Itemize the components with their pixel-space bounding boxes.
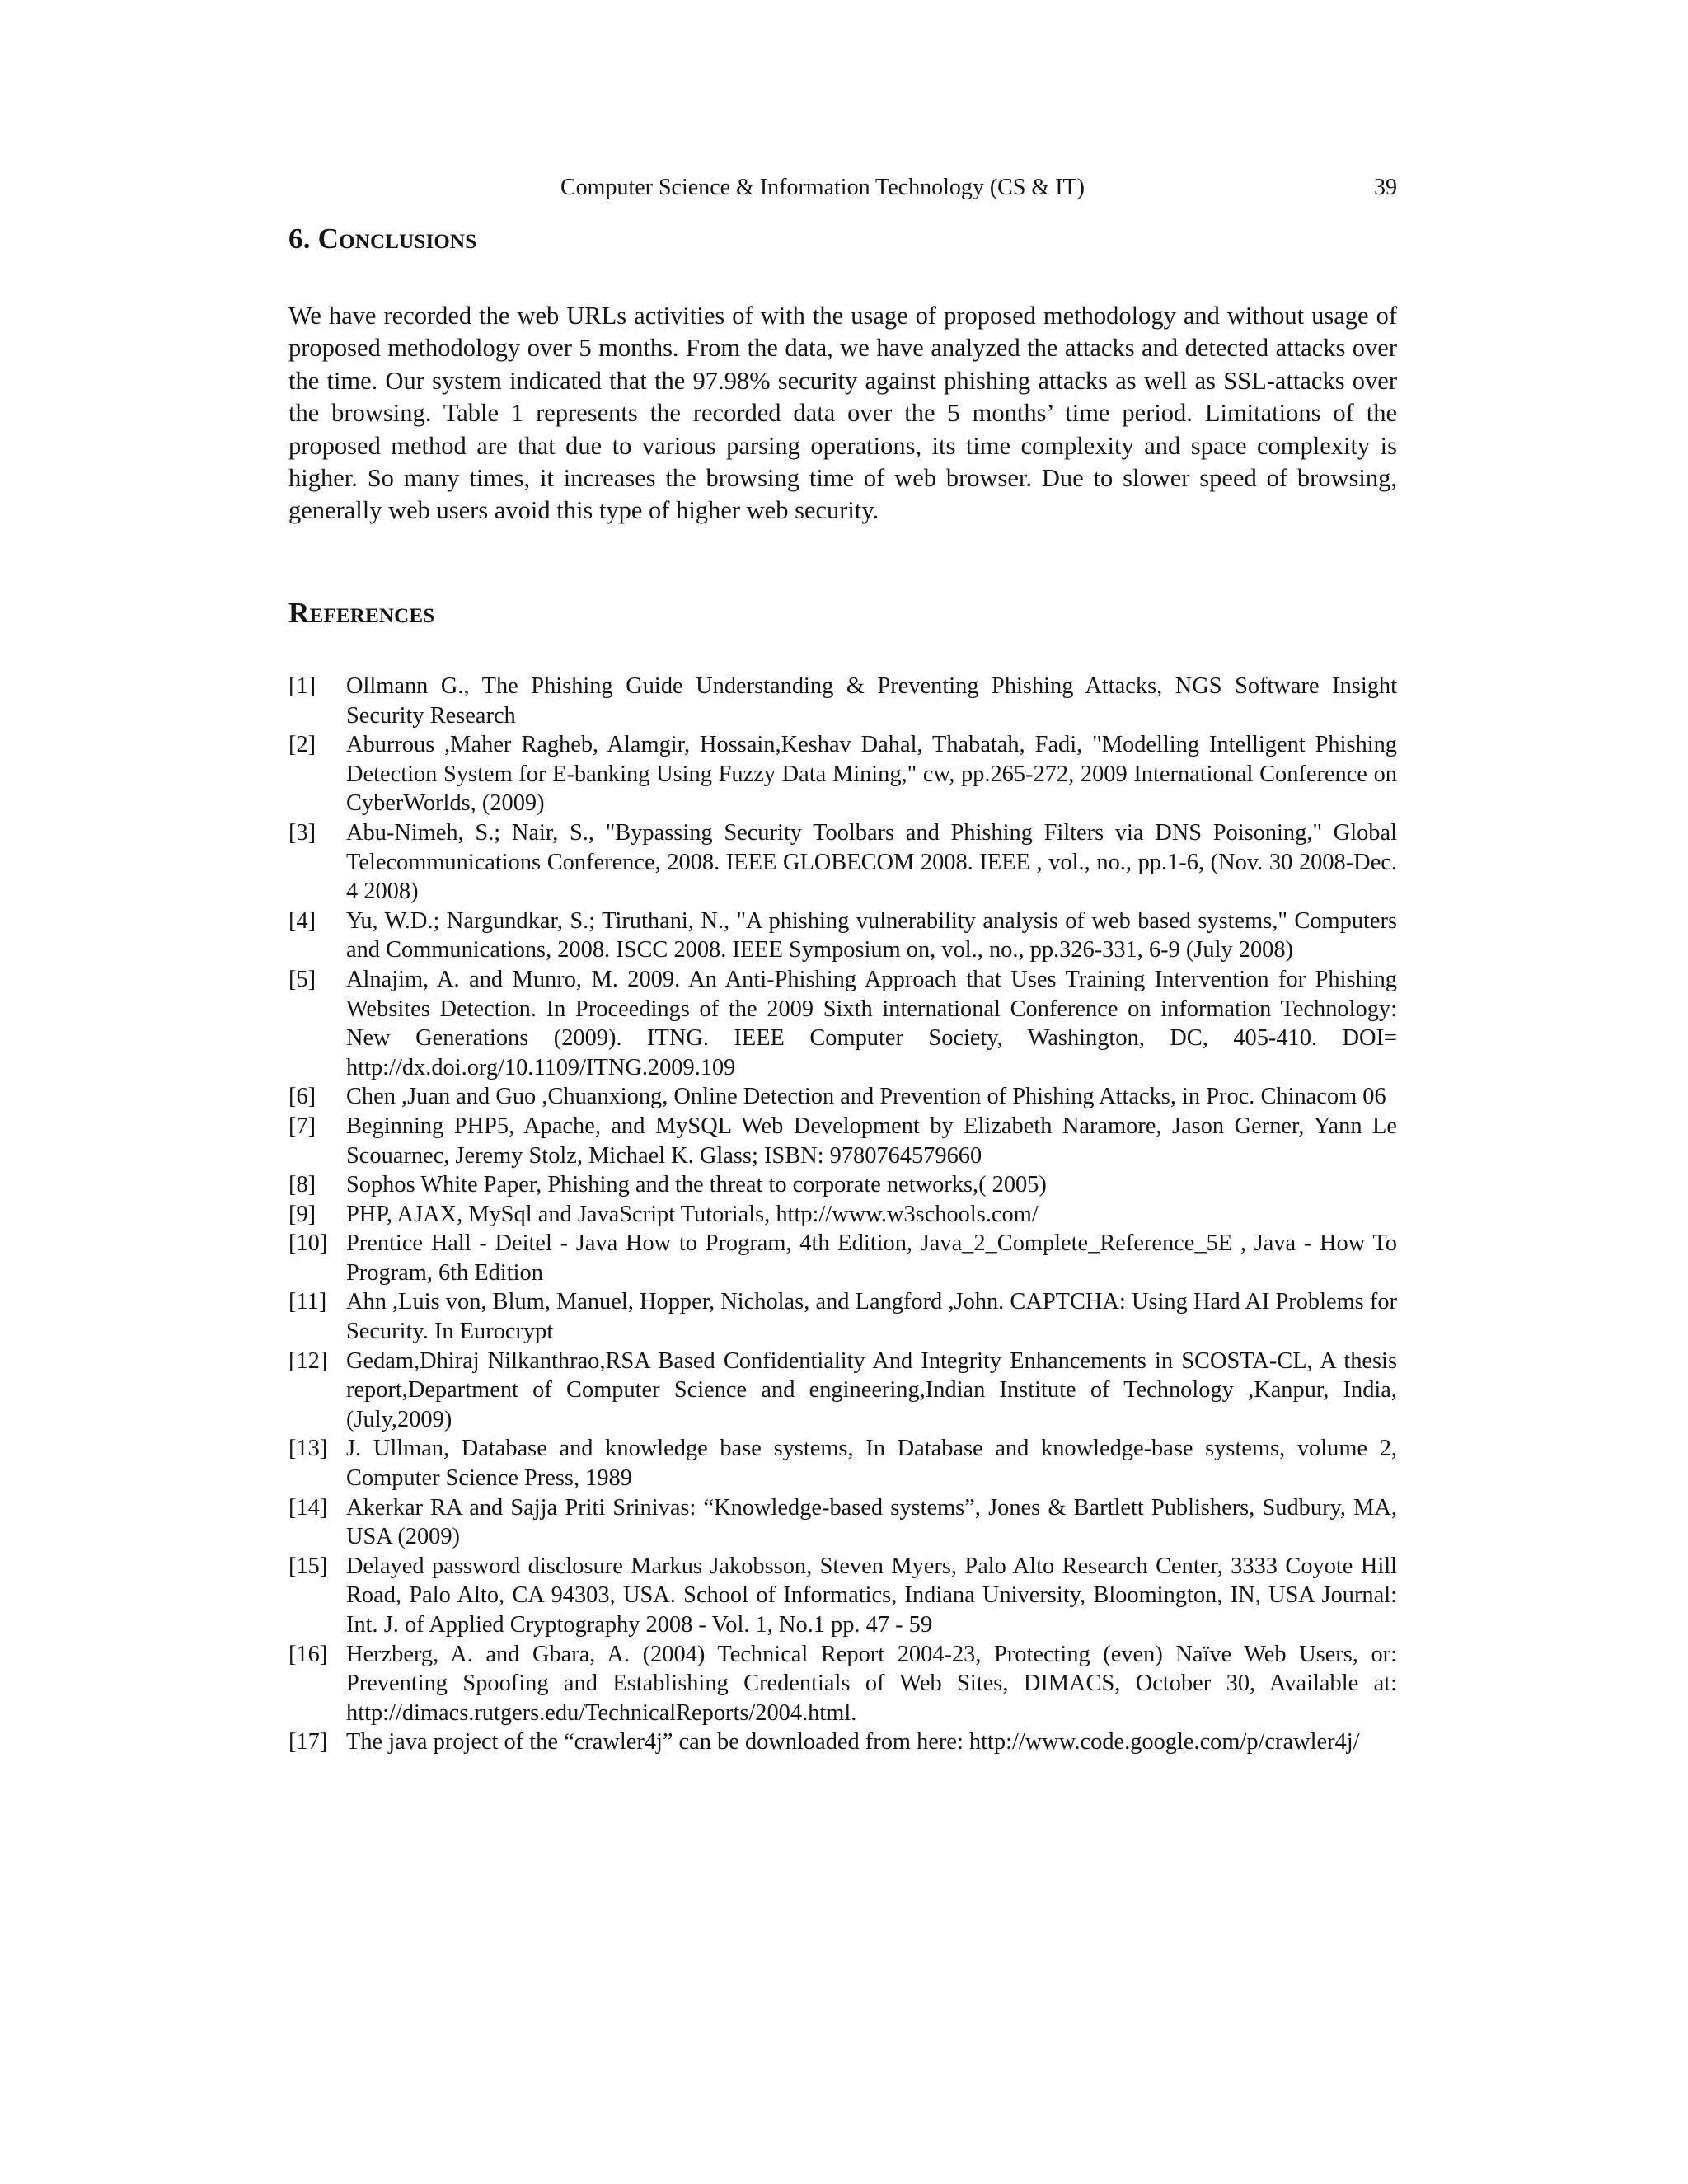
reference-item	[288, 1493, 1397, 1552]
reference-number: [13]	[288, 1436, 328, 1462]
reference-number: [4]	[288, 907, 316, 934]
reference-number: [8]	[288, 1172, 316, 1198]
reference-item	[288, 818, 1397, 907]
reference-item	[288, 1640, 1397, 1728]
reference-text: Delayed password disclosure Markus Jakobsson, Steven Myers, Palo Alto Research Center, 3333 Coyote Hill Road, Palo Alto, CA 94303, USA. School of Informatics, Indiana University, Bloomington, IN, USA Journal: Int. J. of Applied Cryptography 2008 - Vol. 1, No.1 pp. 47 - 59	[346, 1553, 1397, 1638]
reference-item	[288, 1229, 1397, 1287]
reference-text: Yu, W.D.; Nargundkar, S.; Tiruthani, N., "A phishing vulnerability analysis of web based systems," Computers and Communications, 2008. ISCC 2008. IEEE Symposium on, vol., no., pp.326-331, 6-9 (July 2008)	[346, 907, 1397, 963]
reference-item	[288, 1727, 1397, 1757]
reference-list	[288, 672, 1397, 1757]
reference-text: Aburrous ,Maher Ragheb, Alamgir, Hossain,Keshav Dahal, Thabatah, Fadi, "Modelling Intelligent Phishing Detection System for E-banking Using Fuzzy Data Mining," cw, pp.265-272, 2009 International Conference on CyberWorlds, (2009)	[346, 732, 1397, 817]
reference-text: PHP, AJAX, MySql and JavaScript Tutorials, http://www.w3schools.com/	[346, 1201, 1039, 1227]
reference-item	[288, 1170, 1397, 1200]
reference-item	[288, 965, 1397, 1082]
page-number: 39	[1374, 175, 1397, 200]
reference-number: [12]	[288, 1347, 328, 1374]
reference-number: [2]	[288, 732, 316, 758]
conclusions-heading: 6. Conclusions	[288, 223, 477, 255]
running-header	[288, 171, 1397, 204]
reference-item	[288, 672, 1397, 730]
reference-number: [5]	[288, 966, 316, 992]
reference-text: Prentice Hall - Deitel - Java How to Program, 4th Edition, Java_2_Complete_Reference_5E , Java - How To Program, 6th Edition	[346, 1230, 1397, 1286]
reference-number: [16]	[288, 1641, 328, 1667]
reference-text: Akerkar RA and Sajja Priti Srinivas: “Knowledge-based systems”, Jones & Bartlett Publishers, Sudbury, MA, USA (2009)	[346, 1494, 1397, 1550]
conclusions-paragraph: We have recorded the web URLs activities of with the usage of proposed methodology and without usage of proposed methodology over 5 months. From the data, we have analyzed the attacks and detected attacks over the time. Our system indicated that the 97.98% security against phishing attacks as well as SSL-attacks over the browsing. Table 1 represents the recorded data over the 5 months’ time period. Limitations of the proposed method are that due to various parsing operations, its time complexity and space complexity is higher. So many times, it increases the browsing time of web browser. Due to slower speed of browsing, generally web users avoid this type of higher web security.	[288, 302, 1397, 525]
reference-text: The java project of the “crawler4j” can be downloaded from here: http://www.code.google.com/p/crawler4j/	[346, 1729, 1360, 1755]
reference-number: [1]	[288, 673, 316, 699]
reference-item	[288, 1082, 1397, 1112]
reference-item	[288, 1347, 1397, 1435]
paper-page	[288, 0, 1397, 2184]
reference-number: [14]	[288, 1494, 328, 1521]
reference-number: [15]	[288, 1553, 328, 1579]
reference-number: [7]	[288, 1113, 316, 1139]
reference-text: Alnajim, A. and Munro, M. 2009. An Anti-Phishing Approach that Uses Training Intervention for Phishing Websites Detection. In Proceedings of the 2009 Sixth international Conference on information Technology: New Generations (2009). ITNG. IEEE Computer Society, Washington, DC, 405-410. DOI= http://dx.doi.org/10.1109/ITNG.2009.109	[346, 966, 1397, 1080]
reference-text: Sophos White Paper, Phishing and the threat to corporate networks,( 2005)	[346, 1172, 1047, 1198]
references-heading: References	[288, 597, 435, 629]
reference-item	[288, 730, 1397, 818]
reference-number: [11]	[288, 1289, 327, 1315]
reference-number: [3]	[288, 819, 316, 846]
reference-text: Ahn ,Luis von, Blum, Manuel, Hopper, Nicholas, and Langford ,John. CAPTCHA: Using Hard AI Problems for Security. In Eurocrypt	[346, 1289, 1397, 1345]
reference-item	[288, 1552, 1397, 1640]
reference-text: Beginning PHP5, Apache, and MySQL Web Development by Elizabeth Naramore, Jason Gerner, Yann Le Scouarnec, Jeremy Stolz, Michael K. Glass; ISBN: 9780764579660	[346, 1113, 1397, 1169]
reference-text: Herzberg, A. and Gbara, A. (2004) Technical Report 2004-23, Protecting (even) Naïve Web Users, or: Preventing Spoofing and Establishing Credentials of Web Sites, DIMACS, October 30, Available at: http://dimacs.rutgers.edu/TechnicalReports/2004.html.	[346, 1641, 1397, 1726]
journal-title: Computer Science & Information Technology (CS & IT)	[560, 175, 1085, 200]
reference-number: [6]	[288, 1084, 316, 1110]
reference-text: J. Ullman, Database and knowledge base systems, In Database and knowledge-base systems, volume 2, Computer Science Press, 1989	[346, 1436, 1397, 1492]
reference-text: Gedam,Dhiraj Nilkanthrao,RSA Based Confidentiality And Integrity Enhancements in SCOSTA-CL, A thesis report,Department of Computer Science and engineering,Indian Institute of Technology ,Kanpur, India, (July,2009)	[346, 1347, 1397, 1432]
reference-item	[288, 1287, 1397, 1346]
reference-item	[288, 1434, 1397, 1493]
reference-text: Chen ,Juan and Guo ,Chuanxiong, Online Detection and Prevention of Phishing Attacks, in Proc. Chinacom 06	[346, 1084, 1386, 1110]
reference-text: Abu-Nimeh, S.; Nair, S., "Bypassing Security Toolbars and Phishing Filters via DNS Poisoning," Global Telecommunications Conference, 2008. IEEE GLOBECOM 2008. IEEE , vol., no., pp.1-6, (Nov. 30 2008-Dec. 4 2008)	[346, 819, 1397, 905]
reference-item	[288, 1112, 1397, 1170]
reference-number: [9]	[288, 1201, 316, 1227]
reference-item	[288, 1200, 1397, 1230]
reference-number: [17]	[288, 1729, 328, 1755]
reference-number: [10]	[288, 1230, 328, 1257]
reference-item	[288, 907, 1397, 965]
reference-text: Ollmann G., The Phishing Guide Understanding & Preventing Phishing Attacks, NGS Software Insight Security Research	[346, 673, 1397, 729]
